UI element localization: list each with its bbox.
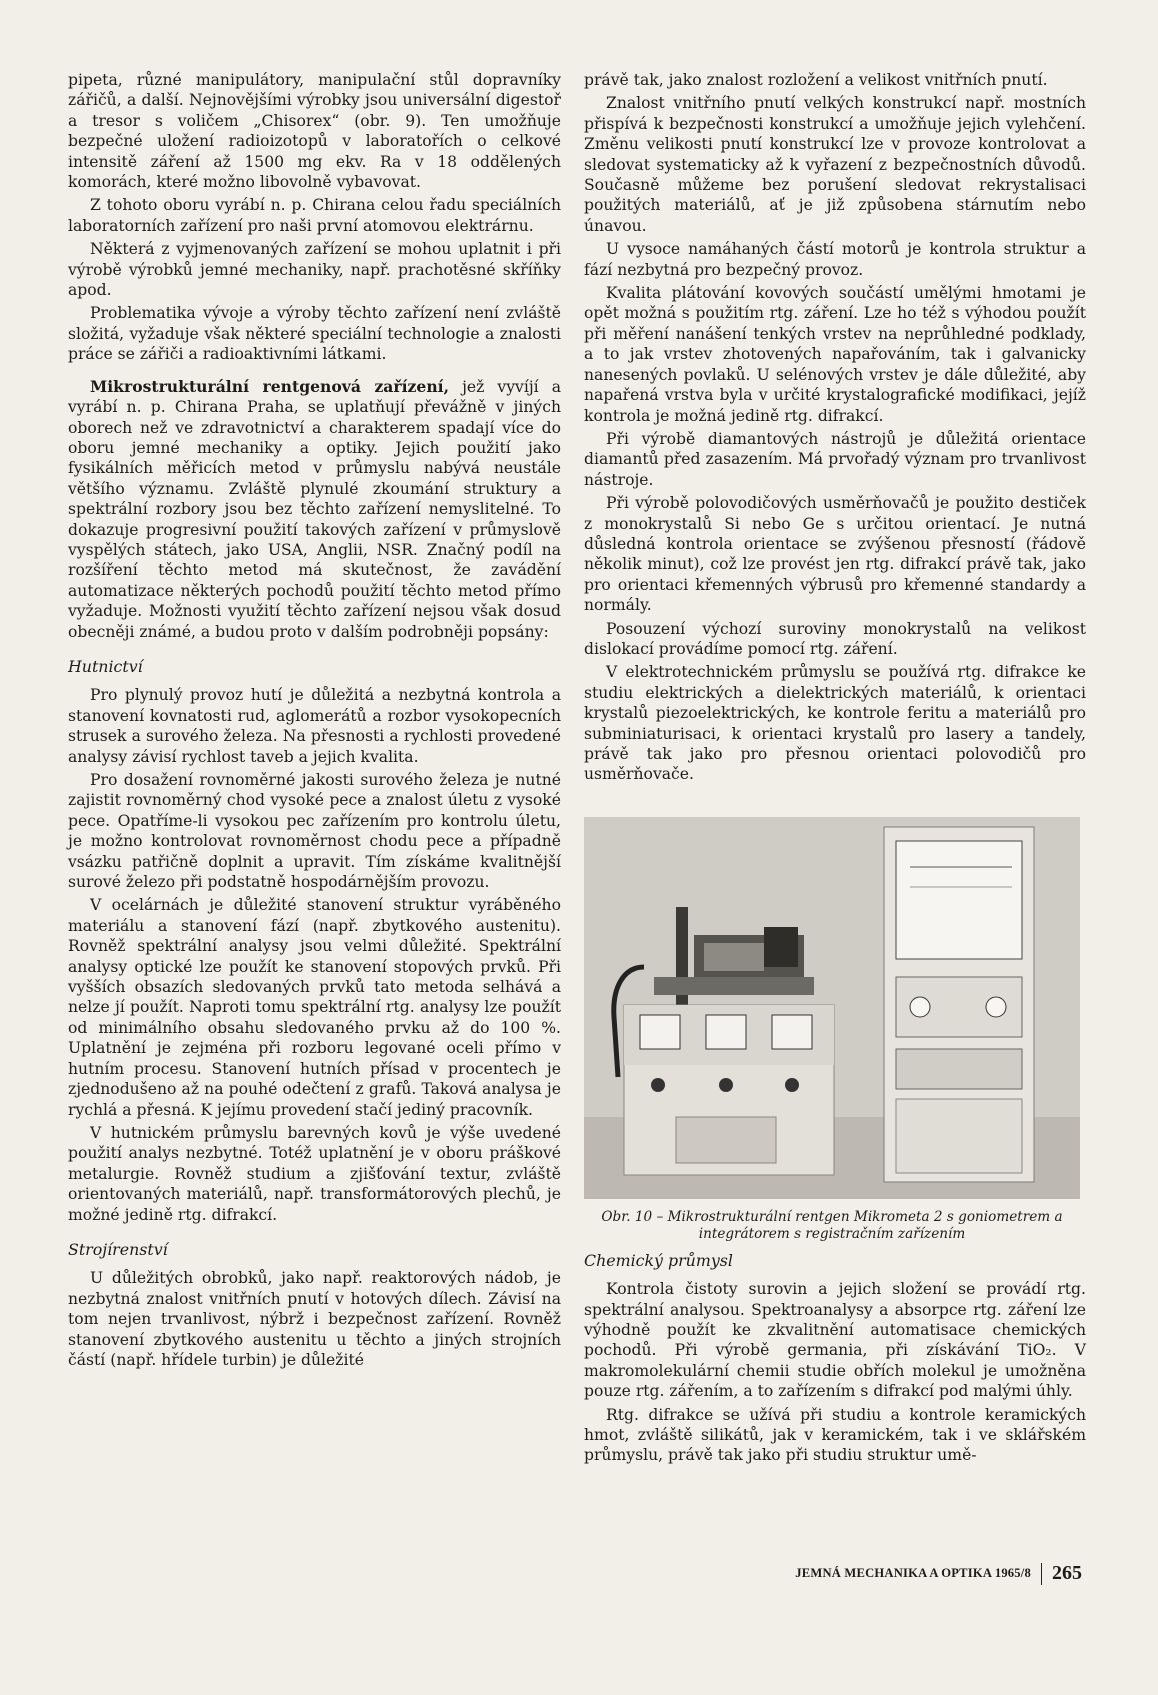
footer-divider [1041, 1563, 1042, 1585]
page-footer [795, 1562, 1082, 1585]
section-heading-hutnictvi: Hutnictví [68, 656, 143, 676]
paragraph: Z tohoto oboru vyrábí n. p. Chirana celou řadu speciálních laboratorních zařízení pro naši první atomovou elektrárnu. [68, 196, 561, 235]
paragraph: právě tak, jako znalost rozložení a velikost vnitřních pnutí. [584, 71, 1048, 89]
paragraph: Při výrobě polovodičových usměrňovačů je použito destiček z monokrystalů Si nebo Ge s určitou orientací. Je nutná důsledná kontrola orientace se zvýšenou přesností (řádově několik minut), což lze provést jen rtg. difrakcí právě tak, jako pro orientaci křemenných výbrusů pro křemenné standardy a normály. [584, 494, 1086, 615]
page-number: 265 [1052, 1562, 1082, 1584]
paragraph: U důležitých obrobků, jako např. reaktorových nádob, je nezbytná znalost vnitřních pnutí v hotových dílech. Závisí na tom nejen trvanlivost, nýbrž i bezpečnost zařízení. Rovněž stanovení zbytkového austenitu u těchto a jiných strojních částí (např. hřídele turbin) je důležité [68, 1269, 561, 1369]
section-heading-strojirenstvi: Strojírenství [68, 1239, 168, 1259]
figure-caption: Obr. 10 – Mikrostrukturální rentgen Mikrometa 2 s goniometrem a integrátorem s registračním zařízením [601, 1208, 1063, 1242]
paragraph: V hutnickém průmyslu barevných kovů je výše uvedené použití analys nezbytné. Totéž uplatnění je v oboru práškové metalurgie. Rovněž studium a zjišťování textur, zvláště orientovaných materiálů, např. transformátorových plechů, je možné jedině rtg. difrakcí. [68, 1123, 561, 1224]
section-heading-chemicky: Chemický průmysl [584, 1250, 733, 1270]
paragraph: V ocelárnách je důležité stanovení struktur vyráběného materiálu a stanovení fází (např. zbytkového austenitu). Rovněž spektrální analysy jsou velmi důležité. Spektrální analysy optické lze použít ke stanovení stopových prvků. Při vyšších obsazích sledovaných prvků tato metoda selhává a nelze jí použít. Naproti tomu spektrální rtg. analysy lze použít od minimálního obsahu sledovaného prvku až do 100 %. Uplatnění je zejména při rozboru legované oceli přímo v hutním procesu. Stanovení hutních přísad v procentech je zjednodušeno až na pouhé odečtení z grafů. Taková analysa je rychlá a přesná. K jejímu provedení stačí jediný pracovník. [68, 896, 561, 1119]
left-column [68, 70, 561, 1373]
paragraph [68, 377, 561, 642]
paragraph: pipeta, různé manipulátory, manipulační stůl dopravníky zářičů, a další. Nejnovějšími výrobky jsou universální digestoř a tresor s voličem „Chisorex“ (obr. 9). Ten umožňuje bezpečné uložení radioizotopů v laboratořích o celkové intensitě záření až 1500 mg ekv. Ra v 18 oddělených komorách, které možno libovolně vybavovat. [68, 71, 561, 192]
figure-photo [584, 817, 1080, 1199]
paragraph: Posouzení výchozí suroviny monokrystalů na velikost dislokací provádíme pomocí rtg. záření. [584, 619, 1086, 658]
paragraph: V elektrotechnickém průmyslu se používá rtg. difrakce ke studiu elektrických a dielektrických materiálů, k orientaci krystalů piezoelektrických, ke kontrole feritu a materiálů pro subminiaturisaci, k orientaci krystalů pro lasery a tandely, právě tak jako pro přesnou orientaci polovodičů pro usměrňovače. [584, 663, 1086, 784]
paragraph: Při výrobě diamantových nástrojů je důležitá orientace diamantů před zasazením. Má prvořadý význam pro trvanlivost nástroje. [584, 429, 1086, 489]
instrument-photo [584, 817, 1080, 1199]
paragraph: Kontrola čistoty surovin a jejich složení se provádí rtg. spektrální analysou. Spektroanalysy a absorpce rtg. záření lze výhodně použít ke zkvalitnění automatisace chemických pochodů. Při výrobě germania, při získávání TiO₂. V makromolekulární chemii studie obřích molekul je umožněna pouze rtg. zářením, a to zařízením s difrakcí pod malými úhly. [584, 1280, 1086, 1401]
paragraph: Pro dosažení rovnoměrné jakosti surového železa je nutné zajistit rovnoměrný chod vysoké pece a znalost úletu z vysoké pece. Opatříme-li vysokou pec zařízením pro kontrolu úletu, je možno kontrolovat rovnoměrnost chodu pece a případně vsázku patřičně doplnit a upravit. Tím získáme kvalitnější surové železo při podstatně hospodárnějším provozu. [68, 771, 561, 892]
paragraph-text: jež vyvíjí a vyrábí n. p. Chirana Praha, se uplatňují převážně v jiných oborech než ve zdravotnictví a charakterem spadají více do oboru jemné mechaniky a optiky. Jejich použití jako fysikálních měřicích metod v průmyslu nabývá neustále většího významu. Zvláště plynulé zkoumání struktury a spektrální rozbory jsou bez těchto zařízení nemyslitelné. To dokazuje progresivní použití takových zařízení v průmyslově vyspělých státech, jako USA, Anglii, NSR. Značný podíl na rozšíření těchto metod má skutečnost, že zavádění automatizace některých pochodů použití těchto metod přímo vyžaduje. Možnosti využití těchto zařízení nejsou však dosud obecněji známé, a budou proto v dalším podrobněji popsány: [68, 377, 561, 641]
paragraph: Rtg. difrakce se užívá při studiu a kontrole keramických hmot, zvláště silikátů, jak v keramickém, tak i ve sklářském průmyslu, právě tak jako při studiu struktur umě- [584, 1405, 1086, 1465]
paragraph: Některá z vyjmenovaných zařízení se mohou uplatnit i při výrobě výrobků jemné mechaniky, např. prachotěsné skříňky apod. [68, 240, 561, 300]
paragraph: U vysoce namáhaných částí motorů je kontrola struktur a fází nezbytná pro bezpečný provoz. [584, 240, 1086, 279]
lead-term: Mikrostrukturální rentgenová zařízení, [90, 376, 450, 396]
paragraph: Pro plynulý provoz hutí je důležitá a nezbytná kontrola a stanovení kovnatosti rud, aglomerátů a rozbor vysokopecních strusek a surového železa. Na přesnosti a rychlosti provedené analysy závisí rychlost taveb a jejich kvalita. [68, 686, 561, 766]
right-column [584, 70, 1086, 1469]
paragraph: Problematika vývoje a výroby těchto zařízení není zvláště složitá, vyžaduje však některé speciální technologie a znalosti práce se zářiči a radioaktivními látkami. [68, 304, 561, 364]
paragraph: Kvalita plátování kovových součástí umělými hmotami je opět možná s použitím rtg. záření. Lze ho též s výhodou použít při měření nanášení tenkých vrstev na neprůhledné podklady, a to jak vrstev zhotovených napařováním, tak i galvanicky nanesených povlaků. U selénových vrstev je dále důležité, aby napařená vrstva byla v určité krystalografické modifikaci, jejíž kontrola je možná jedině rtg. difrakcí. [584, 284, 1086, 425]
journal-title: JEMNÁ MECHANIKA A OPTIKA 1965/8 [795, 1566, 1031, 1580]
figure [584, 817, 1080, 1243]
paragraph: Znalost vnitřního pnutí velkých konstrukcí např. mostních přispívá k bezpečnosti konstrukcí a umožňuje jejich vylehčení. Změnu velikosti pnutí konstrukcí lze v provoze kontrolovat a sledovat systematicky až k vyřazení z bezpečnostních důvodů. Současně můžeme bez porušení sledovat rekrystalisaci použitých materiálů, ať je již způsobena stárnutím nebo únavou. [584, 94, 1086, 235]
